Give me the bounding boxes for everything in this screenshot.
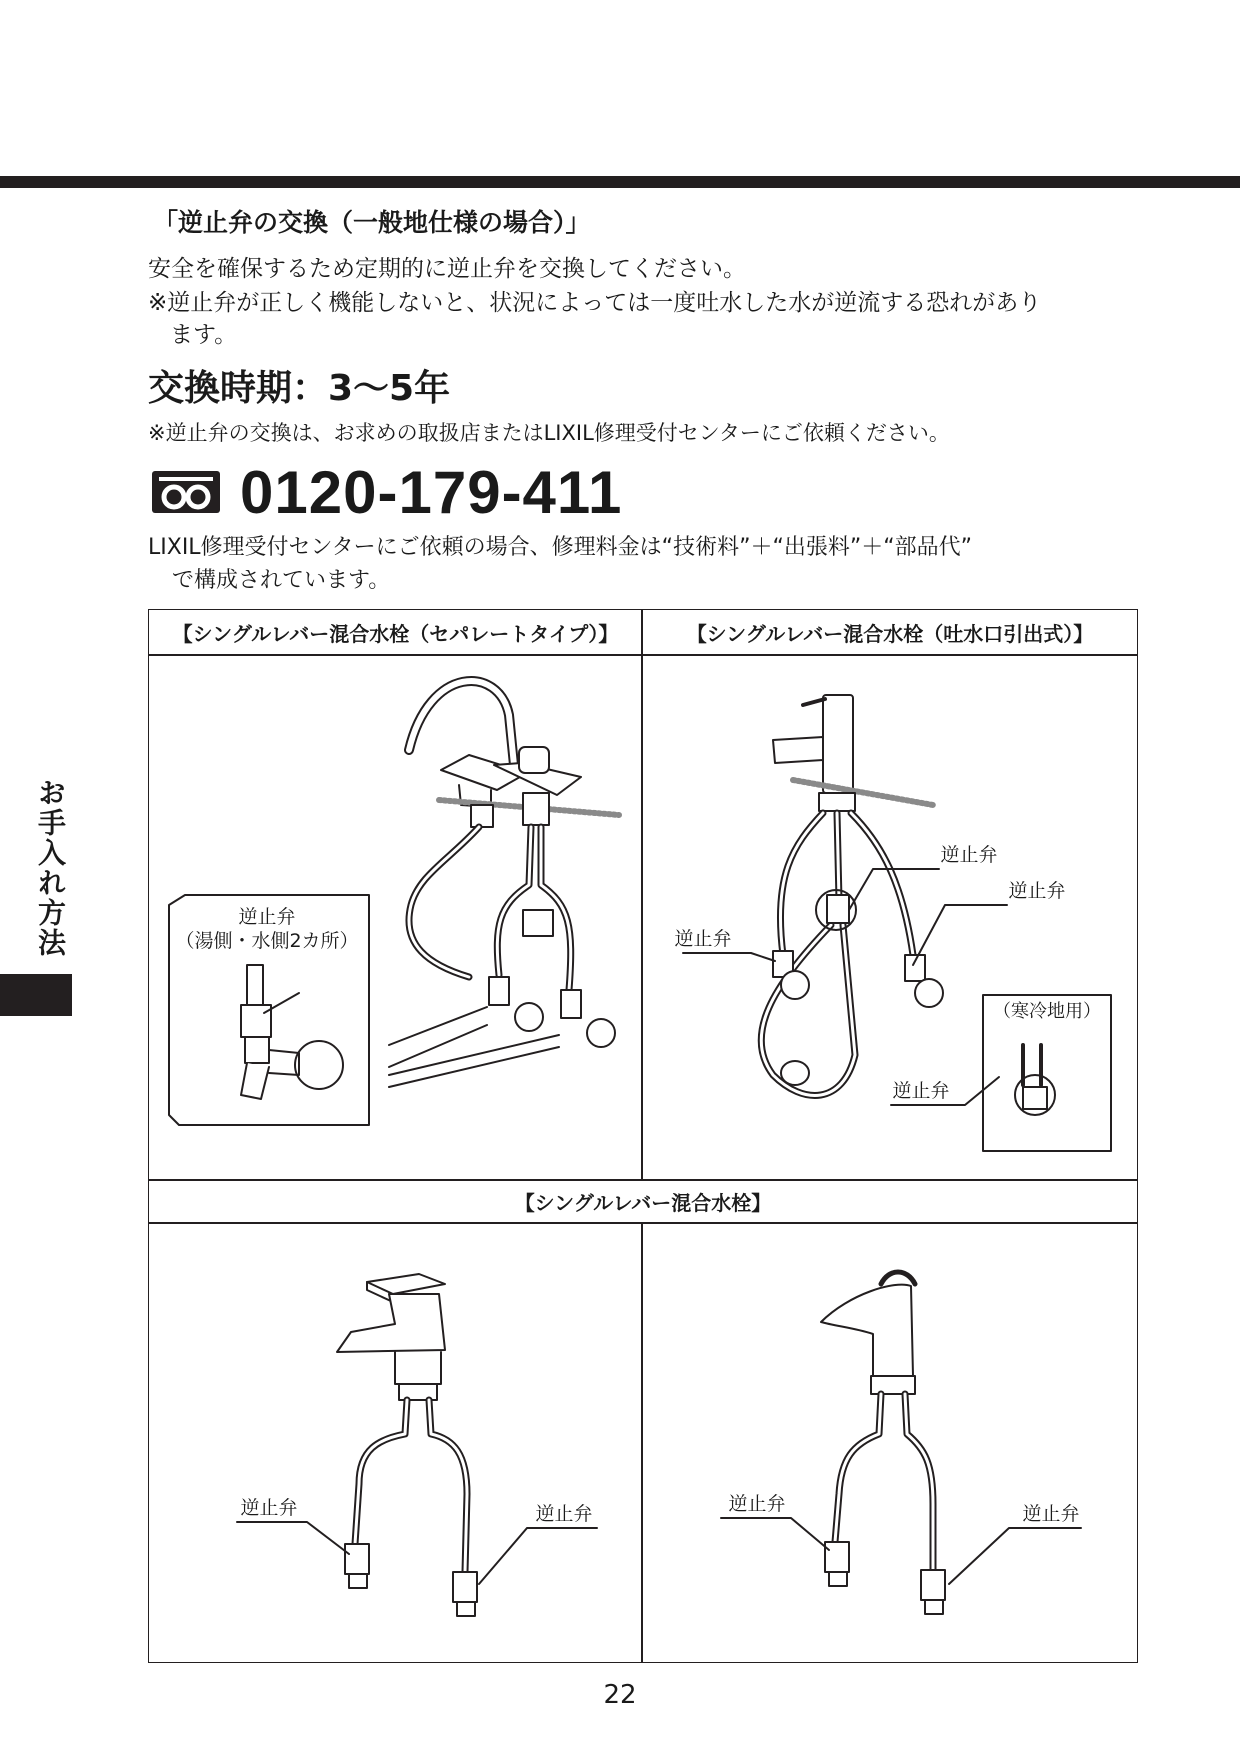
check-valve-label-right: 逆止弁	[1008, 880, 1066, 902]
freedial-icon	[150, 469, 222, 515]
cold-region-title: （寒冷地用）	[993, 1001, 1101, 1022]
separate-type-faucet-illustration	[149, 655, 641, 1179]
section-title: 「逆止弁の交換（一般地仕様の場合）」	[153, 208, 591, 237]
warning-line-continued: ます。	[170, 322, 238, 348]
figure-table	[148, 609, 1138, 1663]
instruction-line: 安全を確保するため定期的に逆止弁を交換してください。	[148, 256, 746, 282]
page-number: 22	[603, 1680, 637, 1710]
check-valve-label-a: 逆止弁	[240, 1497, 298, 1519]
request-note: ※逆止弁の交換は、お求めの取扱店またはLIXIL修理受付センターにご依頼ください。	[148, 421, 950, 445]
side-section-tab	[0, 974, 72, 1016]
replacement-period-heading: 交換時期：3〜5年	[148, 368, 451, 409]
side-section-label: お手入れ方法	[34, 778, 67, 958]
top-rule	[0, 176, 1240, 188]
check-valve-label-b: 逆止弁	[535, 1503, 593, 1525]
single-lever-header: 【シングルレバー混合水栓】	[514, 1190, 772, 1215]
phone-number[interactable]: 0120-179-411	[240, 458, 623, 526]
fee-line-continued: で構成されています。	[172, 568, 391, 593]
warning-line: ※逆止弁が正しく機能しないと、状況によっては一度吐水した水が逆流する恐れがあり	[148, 290, 1042, 316]
check-valve-label-left: 逆止弁	[674, 928, 732, 950]
phone-row	[150, 458, 623, 526]
pullout-type-header: 【シングルレバー混合水栓（吐水口引出式）】	[686, 621, 1094, 646]
check-valve-callout-title: 逆止弁	[238, 906, 296, 928]
single-lever-faucet-illustration	[149, 1224, 641, 1662]
check-valve-label-a: 逆止弁	[728, 1493, 786, 1515]
check-valve-callout-sub: （湯側・水側2カ所）	[175, 930, 359, 952]
check-valve-label-bottom: 逆止弁	[892, 1080, 950, 1102]
separate-type-header: 【シングルレバー混合水栓（セパレートタイプ）】	[172, 621, 619, 646]
single-lever-faucet-illustration-alt	[643, 1224, 1137, 1662]
fee-line: LIXIL修理受付センターにご依頼の場合、修理料金は“技術料”＋“出張料”＋“部品代”	[148, 535, 973, 560]
pullout-type-faucet-illustration	[643, 655, 1137, 1179]
check-valve-label-b: 逆止弁	[1022, 1503, 1080, 1525]
check-valve-label-center: 逆止弁	[940, 844, 998, 866]
